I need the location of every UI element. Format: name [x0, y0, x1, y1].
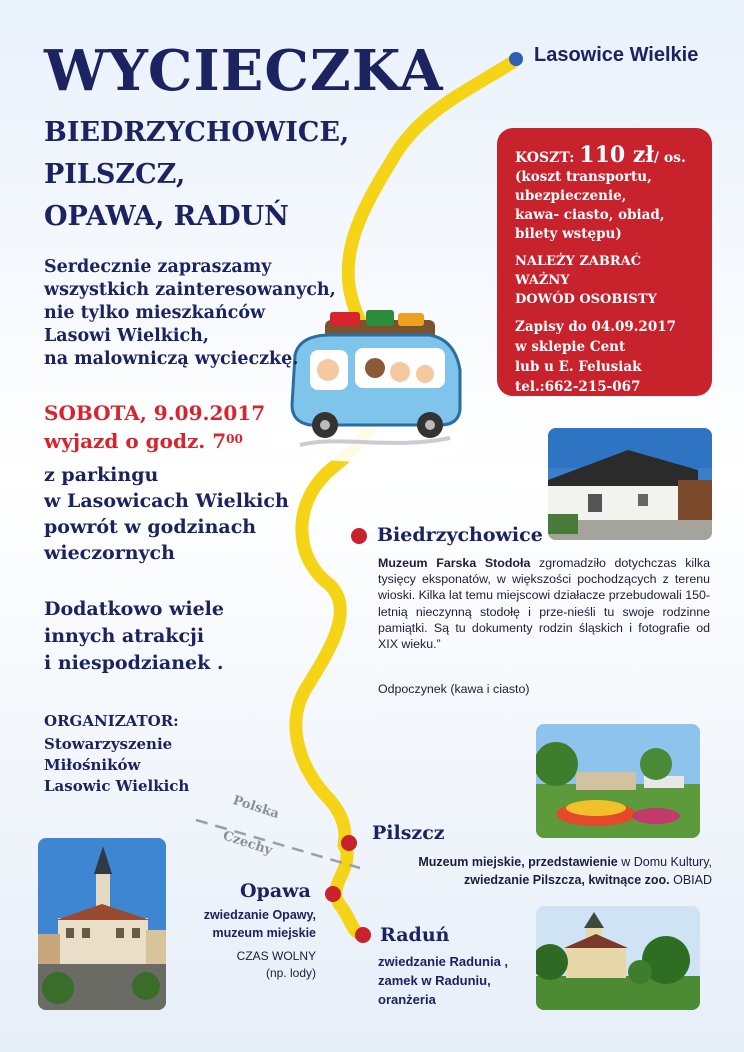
radun-line: zwiedzanie Radunia , [378, 954, 509, 969]
dot-biedrzychowice [351, 528, 367, 544]
cost-amount: 110 zł [579, 142, 654, 168]
cost-detail-line: bilety wstępu) [515, 226, 622, 242]
departure-line: wieczornych [44, 542, 175, 564]
extra-line: Dodatkowo wiele [44, 598, 224, 620]
start-place: Lasowice Wielkie [534, 44, 699, 66]
departure-place [44, 462, 344, 566]
intro-line: wszystkich zainteresowanych, [44, 280, 336, 300]
signup-line: tel.:662-215-067 [515, 379, 641, 395]
radun-line: zamek w Raduniu, [378, 973, 491, 988]
signup-line: Zapisy do 04.09.2017 [515, 319, 677, 335]
museum-description [378, 555, 710, 652]
departure-line: w Lasowicach Wielkich [44, 490, 289, 512]
cost-line [515, 142, 698, 168]
id-note-line: NALEŻY ZABRAĆ WAŻNY [515, 254, 642, 288]
dot-radun [355, 927, 371, 943]
departure-text: wyjazd o godz. 7 [44, 429, 227, 453]
departure-line: z parkingu [44, 464, 159, 486]
intro-line: na malowniczą wycieczkę. [44, 349, 299, 369]
free-time-line: CZAS WOLNY [236, 949, 316, 963]
cost-unit: / os. [653, 150, 686, 166]
organizer-line: Miłośników [44, 756, 141, 774]
page-title: WYCIECZKA [44, 38, 444, 104]
dot-pilszcz [341, 835, 357, 851]
radun-line: oranżeria [378, 992, 436, 1007]
departure-time [44, 428, 243, 454]
photo-radun-castle [536, 906, 700, 1010]
destination-line: OPAWA, RADUŃ [44, 201, 289, 232]
organizer-title: ORGANIZATOR: [44, 712, 179, 730]
dot-opawa [325, 886, 341, 902]
rest-note: Odpoczynek (kawa i ciasto) [378, 682, 530, 696]
extra-line: i niespodzianek . [44, 652, 224, 674]
stop-name-biedrzychowice: Biedrzychowice [377, 524, 543, 546]
cost-box [497, 128, 712, 396]
organizer-line: Lasowic Wielkich [44, 777, 190, 795]
opawa-line: muzeum miejskie [212, 926, 316, 940]
intro-line: Lasowi Wielkich, [44, 326, 209, 346]
extra-line: innych atrakcji [44, 625, 205, 647]
id-note [515, 252, 698, 309]
pilszcz-program [372, 853, 712, 889]
cost-detail-line: (koszt transportu, [515, 169, 652, 185]
opawa-program [150, 906, 316, 942]
destination-line: BIEDRZYCHOWICE, [44, 117, 350, 148]
museum-name: Muzeum Farska Stodoła [378, 556, 531, 570]
departure-minutes: 00 [226, 432, 243, 446]
trip-date: SOBOTA, 9.09.2017 [44, 401, 266, 425]
organizer-name [44, 734, 284, 797]
signup-info [515, 317, 698, 397]
intro-text [44, 256, 344, 371]
signup-line: w sklepie Cent [515, 339, 626, 355]
cost-label: KOSZT: [515, 150, 575, 166]
cost-details [515, 168, 698, 244]
destination-line: PILSZCZ, [44, 159, 186, 190]
photo-barn-museum [548, 428, 712, 540]
stop-name-radun: Raduń [380, 924, 450, 946]
stop-name-opawa: Opawa [240, 880, 311, 902]
organizer-line: Stowarzyszenie [44, 735, 173, 753]
border-label-czech: Czechy [220, 828, 274, 859]
border-label-poland: Polska [230, 792, 281, 823]
intro-line: Serdecznie zapraszamy [44, 257, 272, 277]
free-time-line: (np. lody) [265, 966, 316, 980]
stop-name-pilszcz: Pilszcz [372, 822, 445, 844]
departure-line: powrót w godzinach [44, 516, 257, 538]
id-note-line: DOWÓD OSOBISTY [515, 292, 657, 307]
pilszcz-text: OBIAD [669, 873, 712, 887]
museum-text: zgromadziło dotychczas kilka tysięcy eksponatów, w większości pochodzących z terenu wioski. Kilka lat temu miejscowi działacze przebudowali 150- letnią nieczynną stodołę i prze-nieśli tu swoje rodzinne pamiątki. Są tu dokumenty rodzin śląskich i fotografie od XIX wieku.” [378, 556, 710, 652]
pilszcz-bold: Muzeum miejskie, przedstawienie [418, 855, 618, 869]
extra-attractions [44, 596, 344, 677]
radun-program [378, 952, 538, 1009]
intro-line: nie tylko mieszkańców [44, 303, 266, 323]
opawa-line: zwiedzanie Opawy, [203, 908, 316, 922]
pilszcz-text: w Domu Kultury, [617, 855, 712, 869]
cost-detail-line: ubezpieczenie, [515, 188, 627, 204]
free-time-note [150, 948, 316, 982]
pilszcz-bold: zwiedzanie Pilszcza, kwitnące zoo. [464, 873, 670, 887]
dot-lasowice [509, 52, 523, 66]
cost-detail-line: kawa- ciasto, obiad, [515, 207, 665, 223]
border-line [196, 820, 360, 868]
photo-opawa-townhall [38, 838, 166, 1010]
photo-pilszcz-park [536, 724, 700, 838]
signup-line: lub u E. Felusiak [515, 359, 642, 375]
